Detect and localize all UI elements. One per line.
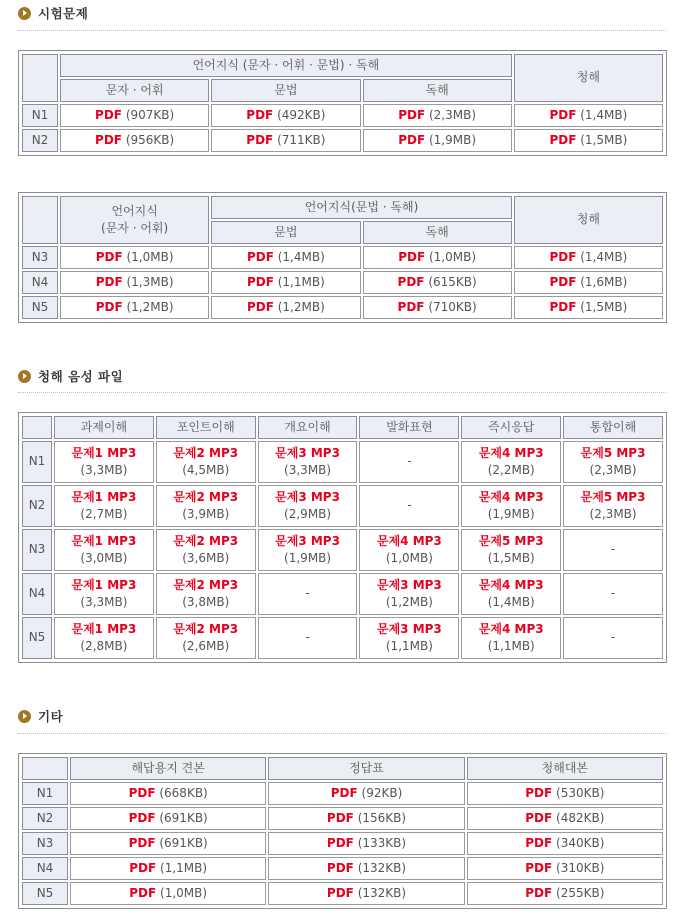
play-bullet-icon: [18, 7, 31, 20]
file-size: (4,5MB): [182, 463, 230, 477]
exam-table-n1-n2: [18, 50, 667, 156]
file-size: (482KB): [556, 810, 605, 825]
table-row: [22, 807, 663, 830]
download-cell: [211, 296, 360, 319]
download-cell: [563, 441, 663, 483]
download-cell: [467, 832, 663, 855]
sub-header: 문법: [211, 79, 360, 102]
download-cell: [514, 104, 663, 127]
download-link[interactable]: PDF: [246, 107, 274, 122]
column-header: 발화표현: [359, 416, 459, 439]
download-cell: [156, 529, 256, 571]
download-cell: [563, 485, 663, 527]
download-link[interactable]: 문제4 MP3: [478, 577, 544, 592]
empty-cell: -: [258, 617, 358, 659]
file-size: (2,3MB): [428, 107, 477, 122]
table-row: [22, 782, 663, 805]
download-link[interactable]: 문제5 MP3: [580, 445, 646, 460]
table-row: [22, 857, 663, 880]
download-link[interactable]: 문제3 MP3: [275, 489, 340, 504]
file-size: (1,2MB): [277, 299, 325, 314]
download-cell: [70, 882, 266, 905]
download-cell: [461, 573, 561, 615]
file-size: (1,0MB): [385, 551, 433, 565]
download-link[interactable]: 문제4 MP3: [478, 489, 544, 504]
download-link[interactable]: 문제2 MP3: [173, 621, 239, 636]
vocab-header-line1: 언어지식: [111, 203, 158, 218]
sub-header: 문자 · 어휘: [60, 79, 209, 102]
file-size: (1,0MB): [160, 885, 208, 900]
file-size: (1,5MB): [580, 299, 628, 314]
vocab-header: [60, 196, 209, 244]
download-link[interactable]: PDF: [549, 299, 577, 314]
file-size: (1,4MB): [580, 249, 628, 264]
sub-header: 독해: [363, 221, 512, 244]
download-link[interactable]: PDF: [129, 860, 157, 875]
download-link[interactable]: PDF: [525, 885, 553, 900]
file-size: (1,4MB): [277, 249, 325, 264]
file-size: (2,3MB): [589, 463, 637, 477]
file-size: (1,6MB): [580, 274, 628, 289]
section-header-exam: [18, 3, 88, 23]
level-label: N1: [22, 782, 68, 805]
download-cell: [54, 485, 154, 527]
download-link[interactable]: PDF: [549, 274, 577, 289]
section-header-audio: [18, 366, 123, 386]
download-link[interactable]: PDF: [326, 860, 354, 875]
download-cell: [514, 246, 663, 269]
file-size: (2,9MB): [284, 507, 332, 521]
download-cell: [359, 573, 459, 615]
download-cell: [156, 485, 256, 527]
section-divider: [18, 392, 666, 393]
group-header: 언어지식(문법 · 독해): [211, 196, 512, 219]
empty-cell: -: [359, 485, 459, 527]
table-row: [22, 129, 663, 152]
level-label: N5: [22, 296, 58, 319]
file-size: (3,8MB): [182, 595, 230, 609]
listening-header: 청해: [514, 196, 663, 244]
download-link[interactable]: 문제5 MP3: [580, 489, 646, 504]
download-link[interactable]: PDF: [128, 785, 156, 800]
download-cell: [60, 104, 209, 127]
download-cell: [211, 246, 360, 269]
download-link[interactable]: 문제1 MP3: [71, 445, 137, 460]
level-label: N3: [22, 529, 52, 571]
file-size: (1,5MB): [580, 132, 628, 147]
download-cell: [268, 807, 464, 830]
download-link[interactable]: PDF: [326, 810, 354, 825]
download-link[interactable]: PDF: [398, 107, 426, 122]
download-link[interactable]: 문제1 MP3: [71, 621, 137, 636]
play-bullet-icon: [18, 370, 31, 383]
download-cell: [258, 529, 358, 571]
download-link[interactable]: 문제3 MP3: [376, 621, 442, 636]
download-cell: [211, 271, 360, 294]
download-link[interactable]: PDF: [525, 785, 553, 800]
sub-header: 문법: [211, 221, 360, 244]
corner-cell: [22, 54, 58, 102]
exam-table-n3-n5: [18, 192, 667, 323]
download-cell: [467, 807, 663, 830]
corner-cell: [22, 196, 58, 244]
download-link[interactable]: PDF: [525, 835, 553, 850]
download-cell: [70, 857, 266, 880]
download-cell: [70, 807, 266, 830]
empty-cell: -: [563, 573, 663, 615]
table-row: [22, 296, 663, 319]
column-header: 즉시응답: [461, 416, 561, 439]
file-size: (310KB): [556, 860, 605, 875]
vocab-header-line2: (문자 · 어휘): [101, 221, 169, 235]
table-row: [22, 485, 663, 527]
download-cell: [359, 529, 459, 571]
section-header-other: [18, 706, 63, 726]
download-link[interactable]: PDF: [95, 274, 123, 289]
file-size: (1,4MB): [580, 107, 628, 122]
download-cell: [363, 271, 512, 294]
download-cell: [467, 857, 663, 880]
empty-cell: -: [563, 617, 663, 659]
download-link[interactable]: 문제1 MP3: [71, 533, 137, 548]
section-title: 청해 음성 파일: [38, 369, 124, 384]
download-cell: [211, 104, 360, 127]
file-size: (255KB): [556, 885, 605, 900]
file-size: (132KB): [357, 860, 407, 875]
column-header: 개요이해: [258, 416, 358, 439]
file-size: (132KB): [357, 885, 407, 900]
column-header: 과제이해: [54, 416, 154, 439]
download-link[interactable]: PDF: [128, 835, 156, 850]
download-cell: [60, 271, 209, 294]
level-label: N2: [22, 485, 52, 527]
table-row: [22, 246, 663, 269]
download-link[interactable]: PDF: [398, 249, 426, 264]
empty-cell: -: [258, 573, 358, 615]
column-header: 통합이해: [563, 416, 663, 439]
download-link[interactable]: PDF: [525, 810, 553, 825]
column-header: 정답표: [268, 757, 464, 780]
download-cell: [54, 617, 154, 659]
download-cell: [156, 573, 256, 615]
file-size: (1,3MB): [126, 274, 174, 289]
download-cell: [60, 296, 209, 319]
download-link[interactable]: 문제4 MP3: [478, 621, 544, 636]
level-label: N3: [22, 246, 58, 269]
file-size: (1,9MB): [487, 507, 535, 521]
download-cell: [54, 573, 154, 615]
download-link[interactable]: 문제3 MP3: [376, 577, 442, 592]
file-size: (2,8MB): [80, 639, 128, 653]
download-link[interactable]: PDF: [129, 885, 157, 900]
file-size: (3,9MB): [182, 507, 230, 521]
download-cell: [363, 104, 512, 127]
file-size: (710KB): [428, 299, 477, 314]
download-cell: [54, 441, 154, 483]
download-cell: [54, 529, 154, 571]
download-link[interactable]: 문제4 MP3: [478, 445, 544, 460]
table-row: [22, 617, 663, 659]
download-link[interactable]: PDF: [398, 132, 426, 147]
file-size: (1,1MB): [160, 860, 208, 875]
download-cell: [70, 832, 266, 855]
download-link[interactable]: PDF: [326, 885, 354, 900]
download-link[interactable]: PDF: [246, 274, 274, 289]
download-link[interactable]: PDF: [549, 132, 577, 147]
download-cell: [461, 485, 561, 527]
play-bullet-icon: [18, 710, 31, 723]
download-cell: [359, 617, 459, 659]
level-label: N2: [22, 129, 58, 152]
file-size: (2,3MB): [589, 507, 637, 521]
file-size: (133KB): [357, 835, 407, 850]
sub-header: 독해: [363, 79, 512, 102]
file-size: (92KB): [361, 785, 403, 800]
download-cell: [514, 129, 663, 152]
download-link[interactable]: 문제2 MP3: [173, 489, 239, 504]
file-size: (1,2MB): [126, 299, 174, 314]
download-cell: [467, 782, 663, 805]
file-size: (1,4MB): [487, 595, 535, 609]
file-size: (691KB): [159, 835, 208, 850]
download-cell: [268, 832, 464, 855]
download-cell: [514, 271, 663, 294]
file-size: (2,2MB): [487, 463, 535, 477]
file-size: (3,3MB): [80, 463, 128, 477]
download-link[interactable]: PDF: [525, 860, 553, 875]
download-cell: [258, 485, 358, 527]
download-cell: [70, 782, 266, 805]
download-link[interactable]: PDF: [326, 835, 354, 850]
table-row: [22, 573, 663, 615]
listening-header: 청해: [514, 54, 663, 102]
column-header: 청해대본: [467, 757, 663, 780]
file-size: (3,0MB): [80, 551, 128, 565]
download-link[interactable]: PDF: [397, 274, 425, 289]
download-link[interactable]: PDF: [549, 107, 577, 122]
download-link[interactable]: PDF: [246, 132, 274, 147]
download-link[interactable]: PDF: [95, 132, 122, 147]
table-row: [22, 529, 663, 571]
section-title: 시험문제: [38, 6, 89, 21]
table-row: [22, 832, 663, 855]
download-link[interactable]: PDF: [549, 249, 577, 264]
level-label: N5: [22, 617, 52, 659]
section-title: 기타: [38, 709, 64, 724]
download-cell: [363, 296, 512, 319]
empty-cell: -: [359, 441, 459, 483]
download-link[interactable]: PDF: [246, 299, 274, 314]
download-cell: [514, 296, 663, 319]
download-link[interactable]: PDF: [95, 107, 122, 122]
file-size: (711KB): [277, 132, 326, 147]
download-cell: [60, 129, 209, 152]
file-size: (530KB): [556, 785, 605, 800]
level-label: N4: [22, 573, 52, 615]
other-table: [18, 753, 667, 909]
file-size: (1,5MB): [487, 551, 535, 565]
level-label: N1: [22, 104, 58, 127]
column-header: 포인트이해: [156, 416, 256, 439]
download-link[interactable]: PDF: [397, 299, 425, 314]
file-size: (1,1MB): [487, 639, 535, 653]
download-link[interactable]: 문제5 MP3: [478, 533, 544, 548]
file-size: (1,2MB): [385, 595, 433, 609]
file-size: (492KB): [277, 107, 326, 122]
level-label: N5: [22, 882, 68, 905]
download-cell: [60, 246, 209, 269]
audio-table: [18, 412, 667, 663]
section-divider: [18, 30, 666, 31]
download-cell: [268, 782, 464, 805]
corner-cell: [22, 416, 52, 439]
download-link[interactable]: PDF: [95, 249, 123, 264]
download-link[interactable]: 문제1 MP3: [71, 577, 137, 592]
download-cell: [156, 617, 256, 659]
download-link[interactable]: PDF: [95, 299, 123, 314]
file-size: (956KB): [125, 132, 175, 147]
level-label: N1: [22, 441, 52, 483]
download-cell: [467, 882, 663, 905]
file-size: (2,6MB): [182, 639, 230, 653]
download-cell: [363, 129, 512, 152]
file-size: (1,0MB): [126, 249, 174, 264]
download-link[interactable]: 문제1 MP3: [71, 489, 137, 504]
file-size: (1,9MB): [284, 551, 332, 565]
download-cell: [461, 617, 561, 659]
download-link[interactable]: 문제2 MP3: [173, 445, 239, 460]
file-size: (1,1MB): [385, 639, 433, 653]
file-size: (340KB): [556, 835, 605, 850]
download-link[interactable]: PDF: [128, 810, 156, 825]
download-cell: [363, 246, 512, 269]
file-size: (907KB): [125, 107, 175, 122]
table-row: [22, 882, 663, 905]
level-label: N4: [22, 857, 68, 880]
download-link[interactable]: 문제2 MP3: [173, 577, 239, 592]
download-cell: [156, 441, 256, 483]
download-cell: [258, 441, 358, 483]
table-row: [22, 271, 663, 294]
corner-cell: [22, 757, 68, 780]
level-label: N3: [22, 832, 68, 855]
file-size: (3,3MB): [80, 595, 128, 609]
file-size: (156KB): [357, 810, 407, 825]
file-size: (615KB): [428, 274, 477, 289]
file-size: (3,3MB): [284, 463, 332, 477]
file-size: (1,9MB): [428, 132, 477, 147]
download-link[interactable]: PDF: [246, 249, 274, 264]
file-size: (1,1MB): [277, 274, 325, 289]
file-size: (691KB): [159, 810, 208, 825]
download-cell: [461, 529, 561, 571]
download-cell: [211, 129, 360, 152]
download-link[interactable]: 문제4 MP3: [376, 533, 442, 548]
section-divider: [18, 733, 666, 734]
download-cell: [461, 441, 561, 483]
file-size: (1,0MB): [428, 249, 477, 264]
download-cell: [268, 882, 464, 905]
download-link[interactable]: PDF: [330, 785, 358, 800]
file-size: (2,7MB): [80, 507, 128, 521]
empty-cell: -: [563, 529, 663, 571]
download-link[interactable]: 문제2 MP3: [173, 533, 239, 548]
level-label: N2: [22, 807, 68, 830]
level-label: N4: [22, 271, 58, 294]
group-header: 언어지식 (문자 · 어휘 · 문법) · 독해: [60, 54, 512, 77]
download-link[interactable]: 문제3 MP3: [275, 445, 340, 460]
file-size: (668KB): [159, 785, 208, 800]
file-size: (3,6MB): [182, 551, 230, 565]
table-row: [22, 441, 663, 483]
download-link[interactable]: 문제3 MP3: [275, 533, 340, 548]
table-row: [22, 104, 663, 127]
download-cell: [268, 857, 464, 880]
column-header: 해답용지 견본: [70, 757, 266, 780]
